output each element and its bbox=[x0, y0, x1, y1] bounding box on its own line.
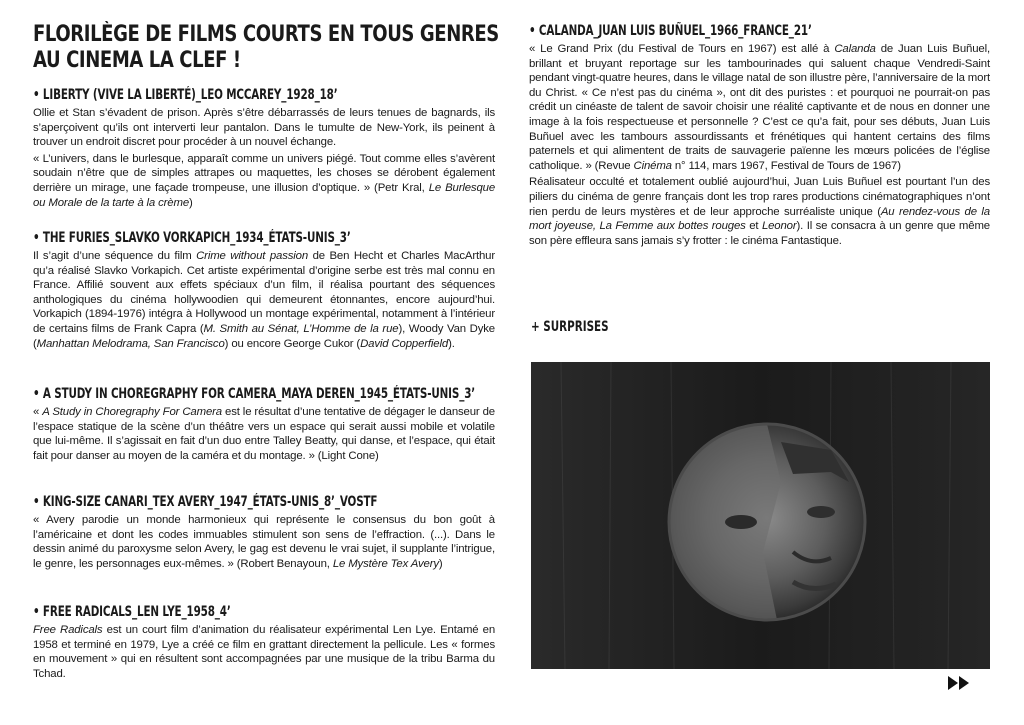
body-text: de Ben Hecht et Charles MacArthur qu’a réalisé Slavko Vorkapich. Cet artiste expérimental d’origine serbe est très mal connu en France. Affilié souvent aux effets spéciaux d’un film, il réalisa pourtant des séquences anthologiques du cinéma hollywoodien qui demeurent étonnantes, encore aujourd’hui. Vorkapich (1894-1976) intégra à Hollywood un montage expérimental, notamment à l’intérieur de certains films de Frank Capra ( bbox=[33, 250, 496, 335]
film-entry-calanda bbox=[529, 22, 990, 248]
film-heading: • A STUDY IN CHOREGRAPHY FOR CAMERA_MAYA DEREN_1945_ÉTATS-UNIS_3’ bbox=[33, 386, 476, 402]
body-text: « Avery parodie un monde harmonieux qui représente le consensus du bon goût à l’américaine et dont les codes immuables stimulent son sens de l’effraction. (...). Dans le dessin animé du paroxysme selon Avery, le gag est devenu le vrai sujet, il supplante l’intrigue, le genre, les personnages eux-mêmes. » (Robert Benayoun, bbox=[33, 514, 495, 570]
film-paragraph bbox=[33, 513, 495, 571]
italic-title-text: Crime without passion bbox=[196, 250, 309, 262]
film-heading: • FREE RADICALS_LEN LYE_1958_4’ bbox=[33, 604, 231, 620]
italic-title-text: Leonor bbox=[761, 220, 797, 233]
body-text: ) bbox=[438, 557, 443, 570]
body-text: de Juan Luis Buñuel, brillant et bruyant reportage sur les tambourinades qui saluent chaque Vendredi-Saint pendant vingt-quatre heures, dans le village natal de son illustre père, l’anniversaire de la mort du Christ. « Ce n’est pas du cinéma », ont dit des puristes : et pourquoi ne pourrait-on pas crédit un cinéaste de talent de savoir choisir une réalité captivante et de nous en donner une image à la fois respectueuse et personnelle ? C’est ce qu’a fait, pour ses débuts, Juan Luis Buñuel avec les tambours assourdissants et frénétiques qui hantent certains des films paternels et qui alimentent de traits de sauvagerie païenne les mœurs policées de l’église catholique. » (Revue bbox=[529, 43, 990, 172]
film-description bbox=[529, 42, 990, 248]
body-text: ) bbox=[189, 196, 193, 209]
film-heading: • CALANDA_JUAN LUIS BUÑUEL_1966_FRANCE_21’ bbox=[529, 23, 812, 39]
page-title bbox=[33, 22, 499, 74]
italic-title-text: Free Radicals bbox=[33, 624, 103, 636]
page-title-line-1: FLORILÈGE DE FILMS COURTS EN TOUS GENRES bbox=[33, 22, 499, 47]
film-still-photo bbox=[531, 362, 990, 669]
film-paragraph bbox=[33, 623, 495, 681]
film-paragraph bbox=[33, 152, 495, 210]
body-text: « L’univers, dans le burlesque, apparaît comme un univers piégé. Tout comme elles s’avèrent soudain n’être que de simples attrapes ou maquettes, les choses se dérobent également derrière un mirage, une façade trompeuse, une illusion d’optique. » (Petr Kral, bbox=[33, 152, 495, 194]
film-heading: • LIBERTY (VIVE LA LIBERTÉ)_LEO MCCAREY_1928_18’ bbox=[33, 87, 338, 103]
italic-title-text: M. Smith au Sénat, L’Homme de la rue bbox=[203, 322, 399, 335]
film-paragraph bbox=[529, 42, 990, 173]
page-title-line-2: AU CINEMA LA CLEF ! bbox=[33, 48, 241, 73]
body-text: ), Woody Van Dyke ( bbox=[33, 322, 495, 350]
body-text: n° 114, mars 1967, Festival de Tours de 1967) bbox=[671, 159, 901, 172]
italic-title-text: David Copperfield bbox=[360, 337, 449, 350]
body-text: est le résultat d’une tentative de dégager le danseur de l’espace statique de la scène d’un théâtre vers un espace qui serait aussi mobile et volatile que lui-même. Il s’agissait en fait d’un duo entre Talley Beatty, qui danse, et l’espace, qui était fait pour danser au moyen de la caméra et du montage. » (Light Cone) bbox=[33, 406, 495, 462]
film-entry-liberty bbox=[33, 86, 495, 210]
film-paragraph bbox=[33, 249, 495, 351]
body-text: et bbox=[745, 220, 762, 233]
italic-title-text: Manhattan Melodrama, San Francisco bbox=[36, 337, 225, 350]
body-text: Réalisateur occulté et totalement oublié aujourd’hui, Juan Luis Buñuel est pourtant l’un des piliers du cinéma de genre français dont les trop rares productions cinématographiques n’ont rien perdu de leurs mystères et de leur approche surréaliste unique ( bbox=[529, 176, 990, 218]
body-text: ). Il se consacra à un genre que même son père effleura sans jamais s’y frotter : le cinéma Fantastique. bbox=[529, 220, 990, 247]
film-entry-free-radicals bbox=[33, 603, 495, 681]
film-paragraph bbox=[33, 405, 495, 463]
italic-title-text: Au rendez-vous de la mort joyeuse, La Femme aux bottes rouges bbox=[529, 205, 990, 233]
body-text: est un court film d’animation du réalisateur expérimental Len Lye. Entamé en 1958 et terminé en 1979, Lye a créé ce film en grattant directement la pellicule. Les « formes en mouvement » qui en résultent sont accompagnées par une musique de la tribu Barma du Tchad. bbox=[33, 624, 496, 680]
film-paragraph bbox=[529, 175, 990, 248]
film-description bbox=[33, 405, 495, 463]
double-chevron-right-icon[interactable] bbox=[948, 676, 970, 690]
body-text: Ollie et Stan s’évadent de prison. Après s’être débarrassés de leurs tenues de bagnards, ils s’aperçoivent qu’ils ont interverti leur pantalon. Dans le tumulte de New-York, ils peinent à trouver un endroit discret pour procéder à un nouvel échange. bbox=[33, 107, 495, 149]
film-description bbox=[33, 513, 495, 571]
film-paragraph bbox=[33, 106, 495, 150]
surprises-heading: + SURPRISES bbox=[531, 319, 609, 335]
italic-title-text: Cinéma bbox=[633, 159, 672, 172]
film-entry-study-in-choregraphy bbox=[33, 385, 495, 463]
body-text: Il s’agit d’une séquence du film bbox=[33, 250, 197, 262]
body-text: ) ou encore George Cukor ( bbox=[224, 337, 361, 350]
body-text: ). bbox=[448, 337, 455, 350]
film-heading: • THE FURIES_SLAVKO VORKAPICH_1934_ÉTATS-UNIS_3’ bbox=[33, 230, 351, 246]
italic-title-text: Calanda bbox=[834, 43, 876, 55]
film-entry-king-size-canari bbox=[33, 493, 495, 571]
body-text: « Le Grand Prix (du Festival de Tours en 1967) est allé à bbox=[529, 43, 835, 55]
body-text: « bbox=[33, 406, 43, 418]
film-description bbox=[33, 623, 495, 681]
film-entry-the-furies bbox=[33, 229, 495, 351]
film-description bbox=[33, 106, 495, 210]
italic-title-text: Le Mystère Tex Avery bbox=[332, 557, 439, 570]
italic-title-text: Le Burlesque ou Morale de la tarte à la crème bbox=[33, 181, 496, 209]
film-description bbox=[33, 249, 495, 351]
italic-title-text: A Study in Choregraphy For Camera bbox=[42, 406, 222, 418]
film-heading: • KING-SIZE CANARI_TEX AVERY_1947_ÉTATS-UNIS_8’_VOSTF bbox=[33, 494, 378, 510]
